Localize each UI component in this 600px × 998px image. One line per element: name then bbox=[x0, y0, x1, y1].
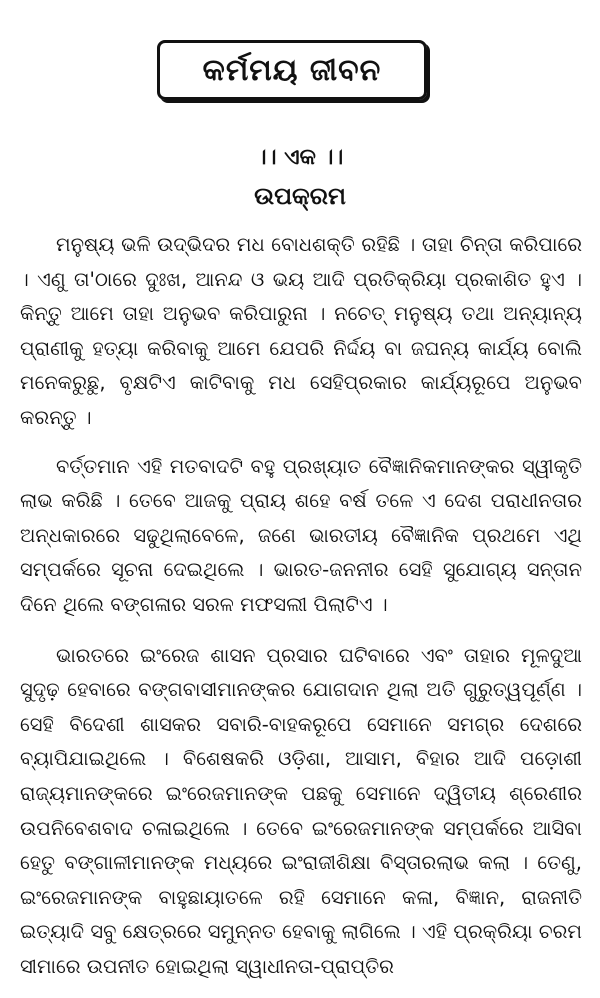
paragraph-2: ବର୍ତ୍ତମାନ ଏହି ମତବାଦଟି ବହୁ ପ୍ରଖ୍ୟାତ ବୈଜ୍ଞାନିକମାନଙ୍କର ସ୍ୱୀକୃତି ଲାଭ କରିଛି । ତେବେ ଆଜକୁ ପ୍ରାୟ ଶହେ ବର୍ଷ ତଳେ ଏ ଦେଶ ପରାଧୀନତାର ଅନ୍ଧକାରରେ ସଢୁଥିଲାବେଳେ, ଜଣେ ଭାରତୀୟ ବୈଜ୍ଞାନିକ ପ୍ରଥମେ ଏଥି ସମ୍ପର୍କରେ ସୂଚନା ଦେଇଥିଲେ । ଭାରତ-ଜନନୀର ସେହି ସୁଯୋଗ୍ୟ ସନ୍ତାନ ଦିନେ ଥିଲେ ବଙ୍ଗଳାର ସରଳ ମଫସଲୀ ପିଲାଟିଏ । bbox=[20, 454, 582, 616]
paragraph-1: ମନୁଷ୍ୟ ଭଳି ଉଦ୍ଭିଦର ମଧ ବୋଧଶକ୍ତି ରହିଛି । ତାହା ଚିନ୍ତା କରିପାରେ । ଏଣୁ ତା'ଠାରେ ଦୁଃଖ, ଆନନ୍ଦ ଓ ଭୟ ଆଦି ପ୍ରତିକ୍ରିୟା ପ୍ରକାଶିତ ହୁଏ । କିନ୍ତୁ ଆମେ ତାହା ଅନୁଭବ କରିପାରୁନା । ନଚେତ୍ ମନୁଷ୍ୟ ତଥା ଅନ୍ୟାନ୍ୟ ପ୍ରାଣୀକୁ ହତ୍ୟା କରିବାକୁ ଆମେ ଯେପରି ନିର୍ଦ୍ଦୟ ବା ଜଘନ୍ୟ କାର୍ଯ୍ୟ ବୋଲି ମନେକରୁଛୁ, ବୃକ୍ଷଟିଏ କାଟିବାକୁ ମଧ ସେହିପ୍ରକାର କାର୍ଯ୍ୟରୂପେ ଅନୁଭବ କରନ୍ତୁ । bbox=[20, 233, 582, 429]
book-title: କର୍ମମୟ ଜୀବନ bbox=[202, 52, 382, 88]
chapter-number: ।। ଏକ ।। bbox=[256, 145, 344, 170]
chapter-body bbox=[20, 228, 582, 998]
chapter-title: ଉପକ୍ରମ bbox=[254, 182, 346, 210]
book-title-box bbox=[157, 40, 427, 100]
paragraph-3: ଭାରତରେ ଇଂରେଜ ଶାସନ ପ୍ରସାର ଘଟିବାରେ ଏବଂ ତାହାର ମୂଳଦୁଆ ସୁଦୃଢ଼ ହେବାରେ ବଙ୍ଗବାସୀମାନଙ୍କର ଯୋଗଦାନ ଥିଲା ଅତି ଗୁରୁତ୍ୱପୂର୍ଣ୍ଣ । ସେହି ବିଦେଶୀ ଶାସକର ସବାରି-ବାହକରୂପେ ସେମାନେ ସମଗ୍ର ଦେଶରେ ବ୍ୟାପିଯାଇଥିଲେ । ବିଶେଷକରି ଓଡ଼ିଶା, ଆସାମ, ବିହାର ଆଦି ପଡ଼ୋଶୀ ରାଜ୍ୟମାନଙ୍କରେ ଇଂରେଜମାନଙ୍କ ପଛକୁ ସେମାନେ ଦ୍ୱିତୀୟ ଶ୍ରେଣୀର ଉପନିବେଶବାଦ ଚଳାଇଥିଲେ । ତେବେ ଇଂରେଜମାନଙ୍କ ସମ୍ପର୍କରେ ଆସିବା ହେତୁ ବଙ୍ଗାଳୀମାନଙ୍କ ମଧ୍ୟରେ ଇଂରାଜୀଶିକ୍ଷା ବିସ୍ତାରଲାଭ କଲା । ତେଣୁ, ଇଂରେଜମାନଙ୍କ ବାହୁଛାୟାତଳେ ରହି ସେମାନେ କଳା, ବିଜ୍ଞାନ, ରାଜନୀତି ଇତ୍ୟାଦି ସବୁ କ୍ଷେତ୍ରରେ ସମୁନ୍ନତ ହେବାକୁ ଲାଗିଲେ । ଏହି ପ୍ରକ୍ରିୟା ଚରମ ସୀମାରେ ଉପନୀତ ହୋଇଥିଲା ସ୍ୱାଧୀନତା-ପ୍ରାପ୍ତିର bbox=[20, 643, 582, 978]
